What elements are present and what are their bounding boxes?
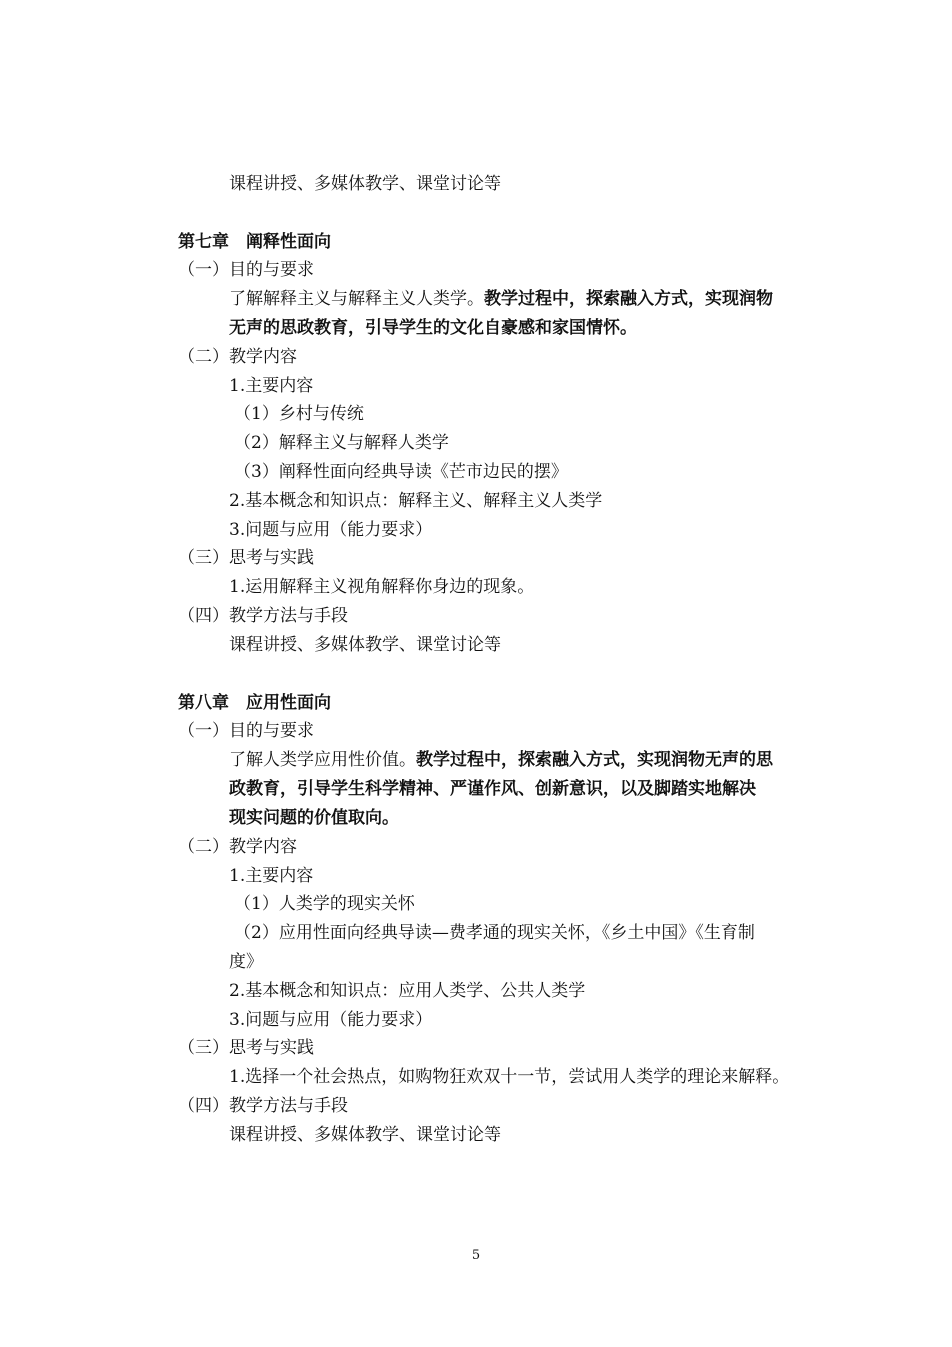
ch7-main-content: 1.主要内容 — [229, 376, 314, 396]
ch8-aims-line-1: 了解人类学应用性价值。教学过程中，探索融入方式，实现润物无声的思 — [229, 750, 773, 770]
ch7-section-aims: （一）目的与要求 — [178, 260, 314, 280]
ch7-aims-line-2: 无声的思政教育，引导学生的文化自豪感和家国情怀。 — [229, 318, 637, 338]
ch8-concepts: 2.基本概念和知识点：应用人类学、公共人类学 — [229, 981, 586, 1001]
ch7-methods-text: 课程讲授、多媒体教学、课堂讨论等 — [229, 635, 501, 655]
chapter-8-title: 第八章 应用性面向 — [178, 693, 331, 713]
ch8-section-methods: （四）教学方法与手段 — [178, 1096, 348, 1116]
ch8-content-item-2-line-1: （2）应用性面向经典导读—费孝通的现实关怀，《乡土中国》《生育制 — [234, 923, 755, 943]
ch7-content-item-3: （3）阐释性面向经典导读《芒市边民的摆》 — [234, 462, 568, 482]
ch8-content-item-1: （1）人类学的现实关怀 — [234, 894, 415, 914]
ch8-main-content: 1.主要内容 — [229, 866, 314, 886]
ch8-section-aims: （一）目的与要求 — [178, 721, 314, 741]
page-number: 5 — [471, 1248, 481, 1263]
ch8-section-practice: （三）思考与实践 — [178, 1038, 314, 1058]
ch8-practice-item: 1.选择一个社会热点，如购物狂欢双十一节，尝试用人类学的理论来解释。 — [229, 1067, 790, 1087]
ch8-problems: 3.问题与应用（能力要求） — [229, 1010, 433, 1030]
ch7-content-item-1: （1）乡村与传统 — [234, 404, 364, 424]
ch7-section-methods: （四）教学方法与手段 — [178, 606, 348, 626]
ch8-methods-text: 课程讲授、多媒体教学、课堂讨论等 — [229, 1125, 501, 1145]
teaching-methods-text: 课程讲授、多媒体教学、课堂讨论等 — [229, 174, 501, 194]
ch7-section-content: （二）教学内容 — [178, 347, 297, 367]
ch7-problems: 3.问题与应用（能力要求） — [229, 520, 433, 540]
ch8-content-item-2-line-2: 度》 — [229, 952, 263, 972]
ch8-section-content: （二）教学内容 — [178, 837, 297, 857]
ch7-section-practice: （三）思考与实践 — [178, 548, 314, 568]
chapter-7-title: 第七章 阐释性面向 — [178, 232, 331, 252]
ch7-concepts: 2.基本概念和知识点：解释主义、解释主义人类学 — [229, 491, 603, 511]
ch7-practice-item: 1.运用解释主义视角解释你身边的现象。 — [229, 577, 535, 597]
ch7-content-item-2: （2）解释主义与解释人类学 — [234, 433, 449, 453]
ch8-aims-line-3: 现实问题的价值取向。 — [229, 808, 399, 828]
ch8-aims-line-2: 政教育，引导学生科学精神、严谨作风、创新意识，以及脚踏实地解决 — [229, 779, 756, 799]
ch7-aims-line-1: 了解解释主义与解释主义人类学。教学过程中，探索融入方式，实现润物 — [229, 289, 773, 309]
